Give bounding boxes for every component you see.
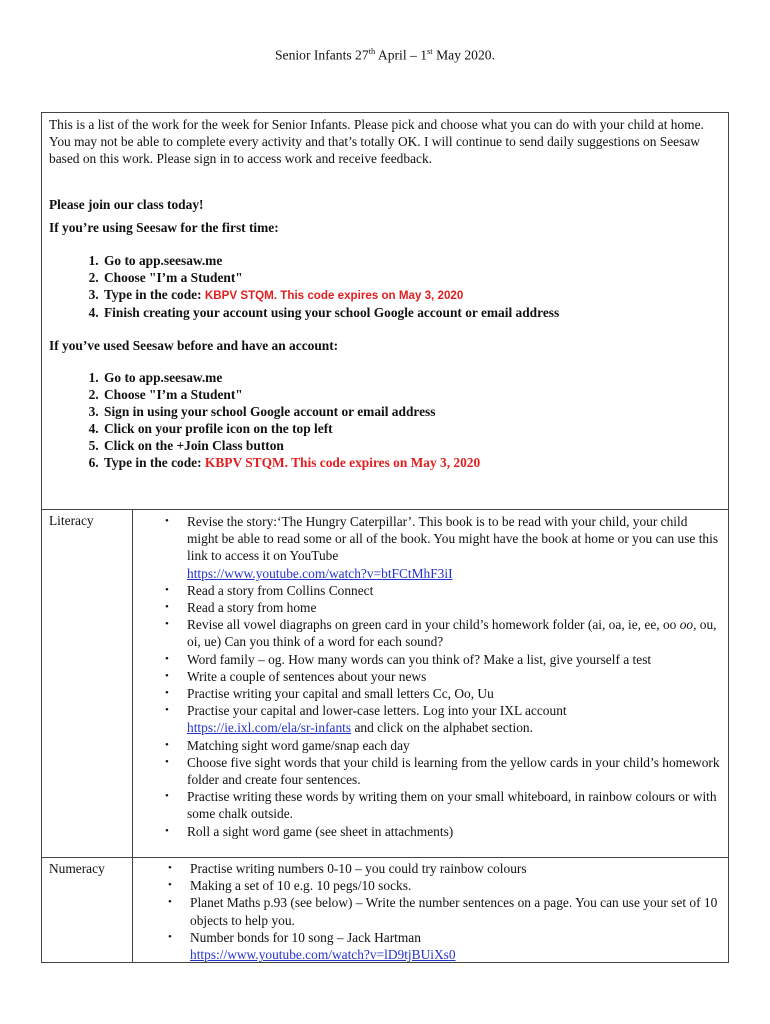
work-table: [41, 112, 729, 963]
list-item: • Matching sight word game/snap each day: [165, 737, 410, 753]
title-text: April – 1: [375, 47, 427, 63]
numeracy-list: [133, 860, 728, 963]
class-code: KBPV STQM. This code expires on May 3, 2020: [204, 289, 464, 303]
list-item: • Choose five sight words that your child is learning from the yellow cards in your child’s homework folder and create four sentences.: [165, 754, 720, 788]
list-item: • Read a story from home: [165, 600, 317, 616]
bullet-icon: •: [165, 515, 169, 527]
class-code: KBPV STQM. This code expires on May 3, 2020: [204, 455, 481, 471]
literacy-label: Literacy: [42, 510, 133, 857]
bullet-icon: •: [168, 862, 172, 874]
bullet-icon: •: [168, 930, 172, 943]
step-item: 5. Click on the +Join Class button: [102, 437, 720, 454]
bullet-icon: •: [165, 652, 169, 665]
bullet-icon: •: [168, 896, 172, 909]
list-item: • Write a couple of sentences about your news: [165, 668, 427, 684]
page-title: [0, 46, 770, 64]
numeracy-label: Numeracy: [42, 858, 133, 962]
numeracy-row: [42, 858, 728, 962]
bullet-icon: •: [165, 704, 169, 717]
youtube-link[interactable]: https://www.youtube.com/watch?v=lD9tjBUiXs0: [190, 947, 456, 963]
bullet-icon: •: [168, 879, 172, 892]
bullet-icon: •: [165, 755, 169, 768]
list-item: • Word family – og. How many words can you think of? Make a list, give yourself a test: [165, 651, 652, 667]
title-text: May 2020.: [432, 47, 495, 63]
first-time-steps: [49, 252, 720, 321]
step-item: 1. Go to app.seesaw.me: [102, 252, 720, 269]
intro-section: [42, 113, 728, 510]
literacy-row: [42, 510, 728, 858]
used-before-heading: If you’ve used Seesaw before and have an account:: [49, 338, 339, 354]
step-item: 4. Finish creating your account using your school Google account or email address: [102, 304, 720, 321]
title-text: Senior Infants 27: [275, 47, 369, 63]
bullet-icon: •: [165, 687, 169, 700]
step-item: 2. Choose "I’m a Student": [102, 269, 720, 286]
bullet-icon: •: [165, 583, 169, 596]
youtube-link[interactable]: https://www.youtube.com/watch?v=btFCtMhF3iI: [187, 565, 453, 581]
step-item: 3. Sign in using your school Google account or email address: [102, 403, 720, 420]
list-item: • Practise your capital and lower-case letters. Log into your IXL account https://ie.ixl.com/ela/sr-infants and click on the alphabet section.: [165, 703, 567, 736]
title-superscript: st: [427, 46, 433, 56]
step-item: 2. Choose "I’m a Student": [102, 386, 720, 403]
bullet-icon: •: [165, 790, 169, 803]
literacy-list: [133, 513, 728, 840]
title-superscript: th: [368, 46, 376, 56]
bullet-icon: •: [165, 618, 169, 631]
step-item: 4. Click on your profile icon on the top left: [102, 420, 720, 437]
list-item: • Revise all vowel diagraphs on green card in your child’s homework folder (ai, oa, ie, ee, oo oo, ou, oi, ue) Can you think of a word for each sound?: [165, 617, 717, 650]
list-item: • Practise writing your capital and small letters Cc, Oo, Uu: [165, 686, 494, 702]
numeracy-content: [133, 858, 728, 963]
bullet-icon: •: [165, 601, 169, 614]
step-item: 1. Go to app.seesaw.me: [102, 369, 720, 386]
bullet-icon: •: [165, 738, 169, 751]
list-item: • Planet Maths p.93 (see below) – Write the number sentences on a page. You can use your set of 10 objects to help you.: [168, 895, 718, 928]
list-item: • Number bonds for 10 song – Jack Hartman https://www.youtube.com/watch?v=lD9tjBUiXs0: [168, 929, 456, 963]
list-item: • Making a set of 10 e.g. 10 pegs/10 socks.: [168, 878, 412, 894]
first-time-heading: If you’re using Seesaw for the first time:: [49, 219, 279, 235]
list-item: • Practise writing numbers 0-10 – you could try rainbow colours: [168, 861, 527, 876]
step-item: 6. Type in the code: KBPV STQM. This code expires on May 3, 2020: [102, 454, 720, 471]
list-item: • Read a story from Collins Connect: [165, 582, 374, 598]
list-item: • Practise writing these words by writing them on your small whiteboard, in rainbow colours or with some chalk outside.: [165, 789, 717, 822]
step-item: 3. Type in the code: KBPV STQM. This code expires on May 3, 2020: [102, 286, 720, 304]
intro-paragraph: This is a list of the work for the week for Senior Infants. Please pick and choose what you can do with your child at home. You may not be able to complete every activity and that’s totally OK. I will continue to send daily suggestions on Seesaw based on this work. Please sign in to access work and receive feedback.: [49, 117, 704, 167]
ixl-link[interactable]: https://ie.ixl.com/ela/sr-infants: [187, 720, 352, 736]
literacy-content: [133, 510, 728, 840]
bullet-icon: •: [165, 669, 169, 682]
bullet-icon: •: [165, 824, 169, 837]
used-before-steps: [49, 369, 720, 471]
list-item: • Roll a sight word game (see sheet in attachments): [165, 823, 454, 839]
list-item: • Revise the story:‘The Hungry Caterpillar’. This book is to be read with your child, your child might be able to read some or all of the book. You might have the book at home or you can use this link to access it on YouTube https://www.youtube.com/watch?v=btFCtMhF3iI: [165, 514, 719, 581]
join-heading: Please join our class today!: [49, 196, 204, 212]
